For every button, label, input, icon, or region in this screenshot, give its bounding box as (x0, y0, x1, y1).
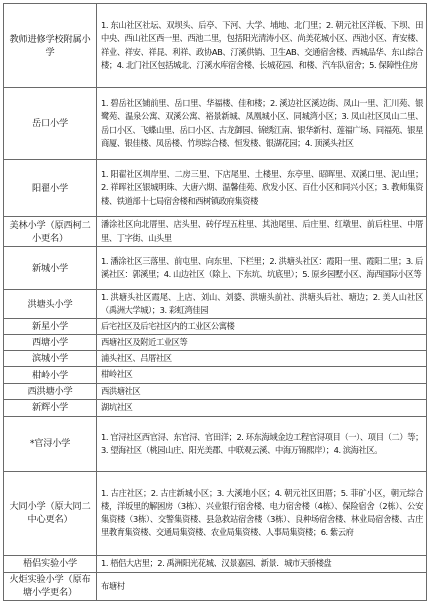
school-area: 1. 洪塘头社区霞尾、上店、刘山、刘婆、洪塘头前社、洪塘头后社、塘边；2. 美人山社区（禹洲大学城）；3. 彩虹湾佳园 (97, 290, 427, 319)
table-row (4, 319, 427, 335)
school-name: 阳翟小学 (4, 160, 97, 217)
school-area: 1. 阳翟社区圳岸里、二房三里、下店尾里、土楼里、东亭里、昭晖里、双溪口里、泥山里；2. 祥晖社区银城明珠、大唐六期、温馨佳苑、欣发小区、百仕小区和同兴小区；3. 教师集资楼、铁道部十七局宿舍楼和西树镇政府集资楼 (97, 160, 427, 217)
school-name: 柑岭小学 (4, 367, 97, 383)
school-area: 1. 古庄社区；2. 古庄新城小区；3. 大溪地小区；4. 朝元社区田厝；5. 菲矿小区，朝元综合楼，洋坂里的解困房（3栋）、兴业银行宿舍楼、电力宿舍楼（4栋）、保险宿舍（2栋）、公安集资楼（3栋）、交警集资楼、县急救站宿舍楼（3栋）、良种场宿舍楼、林业局宿舍楼、古庄里教育集资楼、交通局集资楼、农业局集资楼、人事局集资楼；6. 紫云府 (97, 471, 427, 555)
enrollment-zone-table (3, 3, 427, 601)
school-name: 西塘小学 (4, 335, 97, 351)
table-row (4, 399, 427, 416)
school-area: 湖坑社区 (97, 399, 427, 416)
school-area: 潘涂社区向北厝里、店头里、砖仔埕五柱里、其池尾里、后庄里、红墩里、前后柱里、中厝里、丁字街、山头里 (97, 217, 427, 247)
school-name: 新辉小学 (4, 399, 97, 416)
table-row (4, 367, 427, 383)
school-name: 新城小学 (4, 247, 97, 290)
school-area: 1. 官浔社区西官浔、东官浔、官田洋；2. 环东海域金边工程官浔项目（一）、项目（二）等；3. 望海社区（桃园山庄、阳光美郡、中联观云溪、中海万锦熙岸）；4. 滨海社区。 (97, 416, 427, 471)
table-row (4, 351, 427, 367)
table-row (4, 290, 427, 319)
table-row (4, 471, 427, 555)
table-row (4, 88, 427, 160)
school-area: 1. 碧岳社区铺前里、岳口里、华福楼、佳和楼；2. 溪边社区溪边街、凤山一里、汇川苑、银鹭苑、温泉公寓、双溪公寓、裕景新城、凤凰城小区、同城湾小区；3. 凤山社区凤山二里、岳口小区、飞蝶山里、岳口小区、古龙御园、锦绣江南、银华新村、莲福广场、同福苑、银星商厦、银佳楼、凤岳楼、竹坝综合楼、恒发楼、银湖花园；4. 顶溪头社区 (97, 88, 427, 160)
school-area: 西塘社区及附近工业区等 (97, 335, 427, 351)
table-row (4, 383, 427, 399)
table-row (4, 572, 427, 600)
table-row (4, 247, 427, 290)
school-name: 教师进修学校附属小学 (4, 4, 97, 88)
school-area: 1. 潘涂社区三落里、前屯里、向东里、下栏里；2. 洪塘头社区：霞阳一里、霞阳二里；3. 后溪社区：郭溪里；4. 山边社区（除上、下东坑、坑底里）；5. 原乡园墅小区、海西国际小区等 (97, 247, 427, 290)
school-area: 1. 梧侣大店里；2. 禹洲阳光花城、汉景嘉园、新景．城市天骄楼盘 (97, 555, 427, 572)
school-name: 岳口小学 (4, 88, 97, 160)
school-name: 火炬实验小学（原布塘小学更名） (4, 572, 97, 600)
school-area: 浦头社区、吕厝社区 (97, 351, 427, 367)
school-name: *官浔小学 (4, 416, 97, 471)
school-name: 洪塘头小学 (4, 290, 97, 319)
table-row (4, 217, 427, 247)
table-row (4, 416, 427, 471)
school-name: 大同小学（原大同二中心更名） (4, 471, 97, 555)
table-row (4, 555, 427, 572)
school-area: 西洪塘社区 (97, 383, 427, 399)
school-name: 西洪塘小学 (4, 383, 97, 399)
school-name: 梧侣实验小学 (4, 555, 97, 572)
school-area: 1. 东山社区社坛、双坝头、后亭、下河、大学、埔地、北门里；2. 朝元社区洋板、下坝、田中央、西山社区西一里、西池二里，包括阳光清涛小区、尚美花城小区、西池小区、育安楼、祥业、祥安、祥昆、利祥、政协AB、汀溪供销、卫生AB、交通宿舍楼、西城品华、东山综合楼；4. 北门社区包括城北、汀溪水库宿舍楼、长城花园、和楼、汽车队宿舍；5. 保障性住房 (97, 4, 427, 88)
school-name: 新星小学 (4, 319, 97, 335)
school-name: 美林小学（原西柯二小更名） (4, 217, 97, 247)
school-name: 滨城小学 (4, 351, 97, 367)
school-area: 柑岭社区 (97, 367, 427, 383)
table-row (4, 4, 427, 88)
school-area: 布塘村 (97, 572, 427, 600)
table-row (4, 160, 427, 217)
school-area: 后宅社区及后宅社区内的工业区公寓楼 (97, 319, 427, 335)
table-row (4, 335, 427, 351)
